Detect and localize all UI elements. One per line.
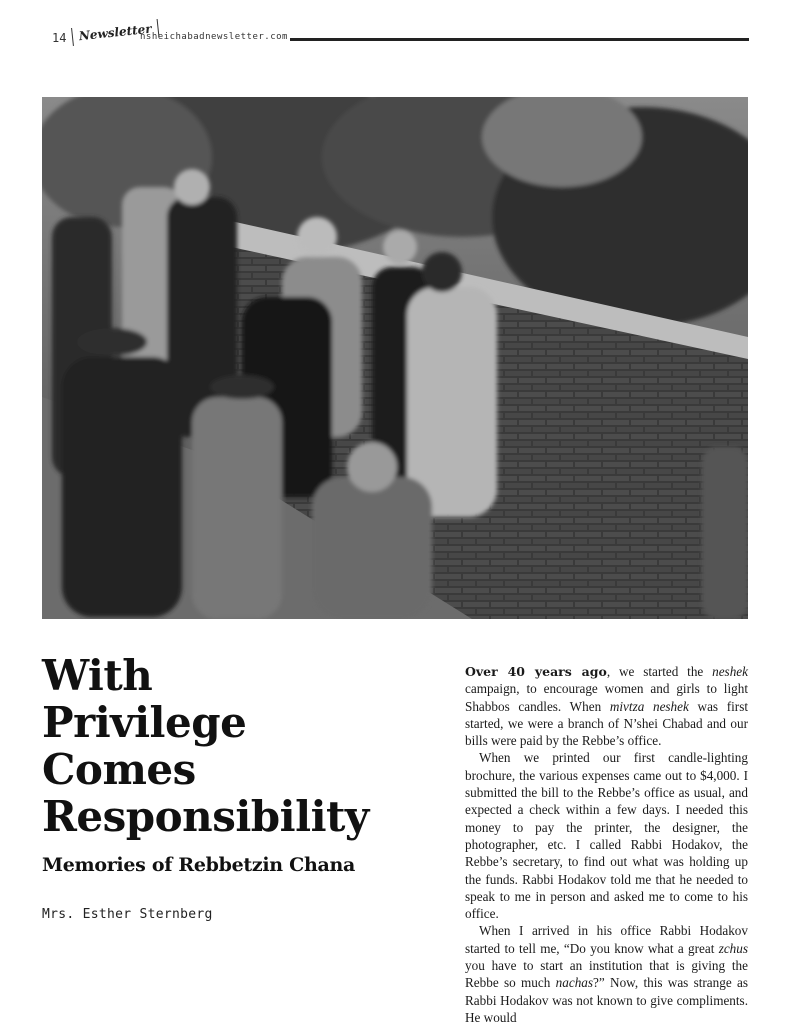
text-run: was first started, we were a branch of N’shei Chabad and our bills were paid by the Rebbe’s office. (465, 698, 748, 749)
photo-illustration (42, 97, 748, 619)
newsletter-logo: Newsletter (71, 19, 159, 46)
site-url: nsheichabadnewsletter.com (140, 32, 288, 42)
article-title (42, 652, 442, 840)
article-subtitle: Memories of Rebbetzin Chana (42, 854, 356, 876)
author-byline: Mrs. Esther Sternberg (42, 907, 213, 922)
article-body (465, 663, 748, 1026)
paragraph-3 (465, 922, 748, 1026)
text-run: campaign, to encourage women and girls to light Shabbos candles. When (465, 681, 748, 714)
lead-in: Over 40 years ago (465, 664, 607, 679)
title-line-2: Privilege (42, 698, 247, 747)
header-rule (290, 38, 749, 41)
italic-term: zchus (718, 940, 748, 956)
paragraph-2: When we printed our first candle-lighting brochure, the various expenses came out to $4,000. I submitted the bill to the Rebbe’s office as usual, and expected a check within a few days. I needed this money to pay the printer, the designer, the photographer, etc. I called Rabbi Hodakov, the Rebbe’s secretary, to find out what was holding up the funds. Rabbi Hodakov told me that he needed to speak to me in person and asked me to come to his office. (465, 750, 748, 922)
page-header (52, 21, 749, 50)
paragraph-1 (465, 663, 748, 749)
text-run: you have to start an institution that is giving the Rebbe so much (465, 958, 748, 991)
text-run: When I arrived in his office Rabbi Hodakov started to tell me, “Do you know what a great (465, 923, 748, 956)
text-run: ?” Now, this was strange as Rabbi Hodakov was not known to give compliments. He would (465, 975, 749, 1025)
italic-term: nachas (555, 975, 594, 991)
italic-term: mivtza neshek (609, 698, 689, 714)
italic-term: neshek (712, 664, 748, 679)
title-line-1: With (42, 651, 153, 700)
text-run: , we started the (606, 664, 713, 679)
page-number: 14 (52, 31, 67, 45)
title-line-3: Comes (42, 745, 196, 794)
title-line-4: Responsibility (42, 792, 369, 841)
archival-photo (42, 97, 748, 619)
